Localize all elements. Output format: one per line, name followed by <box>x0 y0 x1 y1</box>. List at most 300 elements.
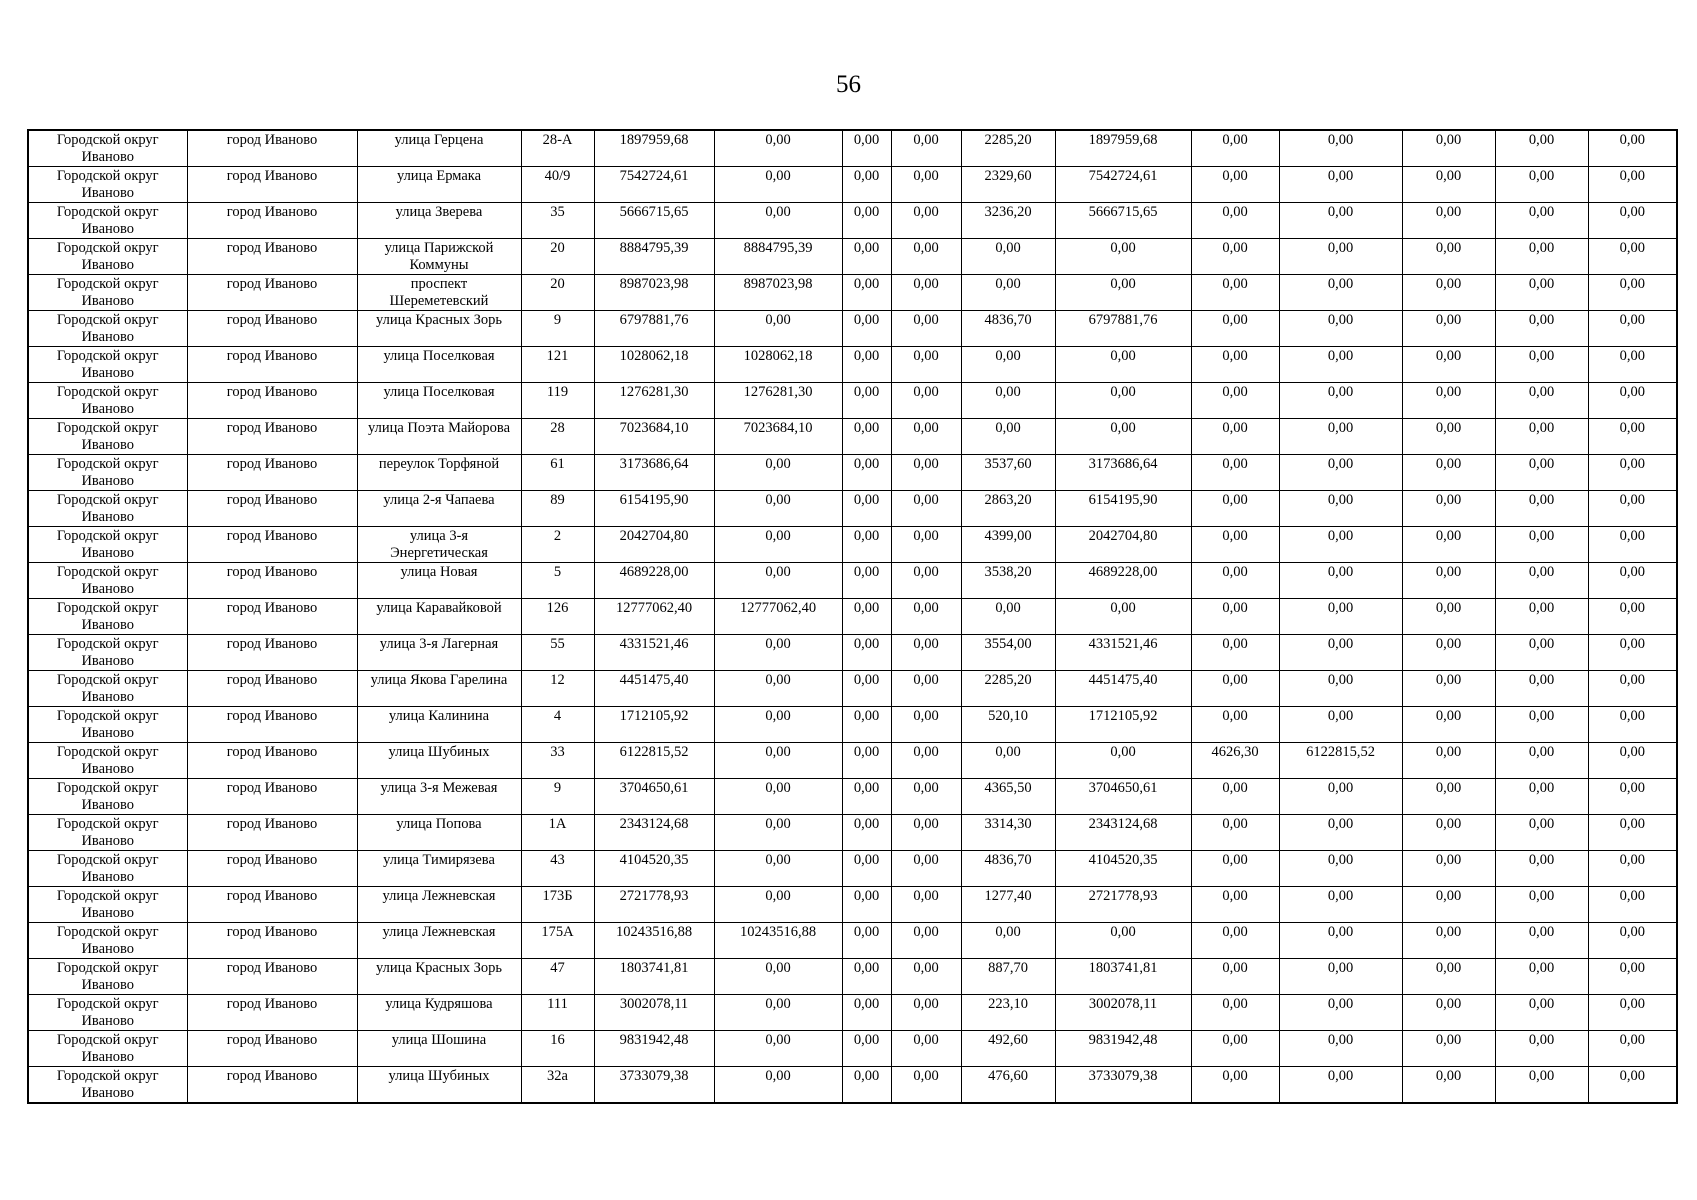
cell-area: 0,00 <box>961 275 1055 311</box>
cell-cost-c: 0,00 <box>891 851 961 887</box>
cell-municipality: Городской округ Иваново <box>28 419 187 455</box>
cell-cost-b: 0,00 <box>842 311 891 347</box>
cell-cost-a: 0,00 <box>714 167 842 203</box>
cell-municipality: Городской округ Иваново <box>28 563 187 599</box>
cell-area: 0,00 <box>961 743 1055 779</box>
cell-cost-a: 0,00 <box>714 635 842 671</box>
cell-area: 0,00 <box>961 347 1055 383</box>
cell-cost-d: 4331521,46 <box>1055 635 1191 671</box>
cell-cost-c: 0,00 <box>891 1031 961 1067</box>
cell-municipality: Городской округ Иваново <box>28 1031 187 1067</box>
cell-street: улица Шошина <box>357 1031 521 1067</box>
cell-cost-f: 0,00 <box>1402 563 1495 599</box>
cell-cost-a: 0,00 <box>714 311 842 347</box>
cell-cost-g: 0,00 <box>1495 419 1588 455</box>
cell-total-cost: 1803741,81 <box>594 959 714 995</box>
cell-municipality: Городской округ Иваново <box>28 1067 187 1104</box>
cell-settlement: город Иваново <box>187 527 357 563</box>
cell-cost-h: 0,00 <box>1588 311 1677 347</box>
cell-cost-b: 0,00 <box>842 167 891 203</box>
cell-cost-e: 0,00 <box>1279 995 1402 1031</box>
cell-municipality: Городской округ Иваново <box>28 635 187 671</box>
cell-cost-g: 0,00 <box>1495 959 1588 995</box>
table-row <box>28 311 1677 347</box>
cell-area-2: 0,00 <box>1191 455 1279 491</box>
cell-cost-d: 3173686,64 <box>1055 455 1191 491</box>
cell-area-2: 0,00 <box>1191 239 1279 275</box>
table-row <box>28 995 1677 1031</box>
cell-cost-g: 0,00 <box>1495 527 1588 563</box>
cell-cost-h: 0,00 <box>1588 851 1677 887</box>
cell-settlement: город Иваново <box>187 419 357 455</box>
cell-cost-c: 0,00 <box>891 167 961 203</box>
cell-municipality: Городской округ Иваново <box>28 671 187 707</box>
cell-area-2: 4626,30 <box>1191 743 1279 779</box>
cell-cost-d: 6797881,76 <box>1055 311 1191 347</box>
table-row <box>28 563 1677 599</box>
cell-cost-a: 0,00 <box>714 671 842 707</box>
cell-area: 4836,70 <box>961 311 1055 347</box>
cell-municipality: Городской округ Иваново <box>28 599 187 635</box>
cell-total-cost: 1276281,30 <box>594 383 714 419</box>
cell-settlement: город Иваново <box>187 563 357 599</box>
cell-house-number: 121 <box>521 347 594 383</box>
cell-municipality: Городской округ Иваново <box>28 959 187 995</box>
cell-cost-f: 0,00 <box>1402 203 1495 239</box>
cell-area-2: 0,00 <box>1191 203 1279 239</box>
cell-cost-h: 0,00 <box>1588 959 1677 995</box>
cell-total-cost: 8987023,98 <box>594 275 714 311</box>
cell-cost-d: 0,00 <box>1055 275 1191 311</box>
cell-cost-e: 0,00 <box>1279 491 1402 527</box>
cell-cost-h: 0,00 <box>1588 239 1677 275</box>
cell-area-2: 0,00 <box>1191 527 1279 563</box>
cell-area: 2285,20 <box>961 671 1055 707</box>
cell-cost-e: 0,00 <box>1279 527 1402 563</box>
cell-street: улица Герцена <box>357 130 521 167</box>
cell-cost-b: 0,00 <box>842 995 891 1031</box>
cell-cost-h: 0,00 <box>1588 130 1677 167</box>
cell-total-cost: 3704650,61 <box>594 779 714 815</box>
cell-municipality: Городской округ Иваново <box>28 203 187 239</box>
cell-cost-d: 9831942,48 <box>1055 1031 1191 1067</box>
cell-settlement: город Иваново <box>187 383 357 419</box>
cell-street: улица Поселковая <box>357 347 521 383</box>
cell-cost-e: 0,00 <box>1279 167 1402 203</box>
cell-cost-h: 0,00 <box>1588 815 1677 851</box>
cell-area-2: 0,00 <box>1191 635 1279 671</box>
cell-cost-f: 0,00 <box>1402 419 1495 455</box>
cell-cost-h: 0,00 <box>1588 923 1677 959</box>
cell-street: проспект Шереметевский <box>357 275 521 311</box>
cell-total-cost: 2343124,68 <box>594 815 714 851</box>
cell-cost-b: 0,00 <box>842 851 891 887</box>
cell-street: улица Попова <box>357 815 521 851</box>
cell-street: улица Тимирязева <box>357 851 521 887</box>
table-row <box>28 1031 1677 1067</box>
cell-cost-e: 0,00 <box>1279 455 1402 491</box>
cell-settlement: город Иваново <box>187 347 357 383</box>
cell-cost-g: 0,00 <box>1495 707 1588 743</box>
cell-area-2: 0,00 <box>1191 851 1279 887</box>
cell-house-number: 43 <box>521 851 594 887</box>
cell-settlement: город Иваново <box>187 311 357 347</box>
cell-municipality: Городской округ Иваново <box>28 347 187 383</box>
cell-cost-f: 0,00 <box>1402 923 1495 959</box>
cell-cost-f: 0,00 <box>1402 491 1495 527</box>
cell-street: переулок Торфяной <box>357 455 521 491</box>
cell-settlement: город Иваново <box>187 743 357 779</box>
cell-cost-e: 0,00 <box>1279 347 1402 383</box>
table-row <box>28 130 1677 167</box>
cell-cost-c: 0,00 <box>891 959 961 995</box>
table-row <box>28 239 1677 275</box>
cell-area: 3236,20 <box>961 203 1055 239</box>
cell-area-2: 0,00 <box>1191 671 1279 707</box>
cell-cost-e: 0,00 <box>1279 130 1402 167</box>
table-row <box>28 203 1677 239</box>
cell-total-cost: 4104520,35 <box>594 851 714 887</box>
cell-settlement: город Иваново <box>187 1031 357 1067</box>
table-row <box>28 419 1677 455</box>
cell-house-number: 175А <box>521 923 594 959</box>
cell-street: улица Красных Зорь <box>357 959 521 995</box>
cell-cost-g: 0,00 <box>1495 239 1588 275</box>
cell-cost-e: 0,00 <box>1279 635 1402 671</box>
cell-cost-g: 0,00 <box>1495 779 1588 815</box>
cell-cost-b: 0,00 <box>842 130 891 167</box>
cell-cost-c: 0,00 <box>891 419 961 455</box>
cell-total-cost: 10243516,88 <box>594 923 714 959</box>
cell-cost-a: 0,00 <box>714 130 842 167</box>
cell-cost-h: 0,00 <box>1588 275 1677 311</box>
cell-cost-c: 0,00 <box>891 347 961 383</box>
cell-street: улица 3-я Лагерная <box>357 635 521 671</box>
cell-cost-f: 0,00 <box>1402 671 1495 707</box>
cell-total-cost: 8884795,39 <box>594 239 714 275</box>
cell-cost-f: 0,00 <box>1402 887 1495 923</box>
cell-municipality: Городской округ Иваново <box>28 779 187 815</box>
cell-area-2: 0,00 <box>1191 1031 1279 1067</box>
cell-area-2: 0,00 <box>1191 563 1279 599</box>
cell-cost-a: 10243516,88 <box>714 923 842 959</box>
cell-cost-h: 0,00 <box>1588 743 1677 779</box>
cell-cost-e: 0,00 <box>1279 563 1402 599</box>
table-row <box>28 779 1677 815</box>
cell-area-2: 0,00 <box>1191 1067 1279 1104</box>
cell-cost-d: 0,00 <box>1055 239 1191 275</box>
cell-total-cost: 2042704,80 <box>594 527 714 563</box>
cell-house-number: 173Б <box>521 887 594 923</box>
cell-house-number: 4 <box>521 707 594 743</box>
cell-settlement: город Иваново <box>187 923 357 959</box>
cell-cost-c: 0,00 <box>891 815 961 851</box>
cell-area: 887,70 <box>961 959 1055 995</box>
cell-total-cost: 1897959,68 <box>594 130 714 167</box>
cell-total-cost: 4451475,40 <box>594 671 714 707</box>
cell-cost-g: 0,00 <box>1495 167 1588 203</box>
cell-cost-c: 0,00 <box>891 239 961 275</box>
cell-cost-b: 0,00 <box>842 203 891 239</box>
cell-cost-e: 0,00 <box>1279 239 1402 275</box>
cell-area: 0,00 <box>961 923 1055 959</box>
cell-cost-e: 0,00 <box>1279 275 1402 311</box>
cell-cost-c: 0,00 <box>891 599 961 635</box>
table-row <box>28 1067 1677 1104</box>
cell-cost-d: 2721778,93 <box>1055 887 1191 923</box>
cell-cost-h: 0,00 <box>1588 203 1677 239</box>
cell-total-cost: 9831942,48 <box>594 1031 714 1067</box>
table-row <box>28 851 1677 887</box>
cell-street: улица Парижской Коммуны <box>357 239 521 275</box>
cell-cost-e: 0,00 <box>1279 779 1402 815</box>
cell-total-cost: 5666715,65 <box>594 203 714 239</box>
cell-cost-g: 0,00 <box>1495 995 1588 1031</box>
cell-cost-a: 0,00 <box>714 887 842 923</box>
cell-house-number: 5 <box>521 563 594 599</box>
cell-cost-g: 0,00 <box>1495 923 1588 959</box>
cell-cost-h: 0,00 <box>1588 635 1677 671</box>
cell-settlement: город Иваново <box>187 707 357 743</box>
cell-street: улица Якова Гарелина <box>357 671 521 707</box>
cell-cost-b: 0,00 <box>842 707 891 743</box>
cell-settlement: город Иваново <box>187 203 357 239</box>
cell-cost-b: 0,00 <box>842 239 891 275</box>
cell-cost-a: 0,00 <box>714 563 842 599</box>
cell-cost-a: 0,00 <box>714 455 842 491</box>
cell-cost-d: 0,00 <box>1055 743 1191 779</box>
cell-area-2: 0,00 <box>1191 707 1279 743</box>
cell-cost-e: 0,00 <box>1279 311 1402 347</box>
cell-total-cost: 3173686,64 <box>594 455 714 491</box>
cell-area: 1277,40 <box>961 887 1055 923</box>
cell-settlement: город Иваново <box>187 779 357 815</box>
cell-cost-c: 0,00 <box>891 527 961 563</box>
cell-street: улица 2-я Чапаева <box>357 491 521 527</box>
cell-settlement: город Иваново <box>187 851 357 887</box>
cell-cost-h: 0,00 <box>1588 527 1677 563</box>
cell-area: 4399,00 <box>961 527 1055 563</box>
cell-area: 4365,50 <box>961 779 1055 815</box>
cell-cost-h: 0,00 <box>1588 491 1677 527</box>
cell-area-2: 0,00 <box>1191 419 1279 455</box>
cell-municipality: Городской округ Иваново <box>28 311 187 347</box>
cell-street: улица Шубиных <box>357 1067 521 1104</box>
cell-cost-b: 0,00 <box>842 671 891 707</box>
cell-cost-b: 0,00 <box>842 563 891 599</box>
cell-total-cost: 3733079,38 <box>594 1067 714 1104</box>
cell-total-cost: 7542724,61 <box>594 167 714 203</box>
cell-cost-d: 6154195,90 <box>1055 491 1191 527</box>
cell-area: 2329,60 <box>961 167 1055 203</box>
cell-area: 476,60 <box>961 1067 1055 1104</box>
cell-house-number: 33 <box>521 743 594 779</box>
cell-settlement: город Иваново <box>187 995 357 1031</box>
cell-cost-b: 0,00 <box>842 743 891 779</box>
cell-cost-e: 0,00 <box>1279 923 1402 959</box>
cell-cost-a: 0,00 <box>714 815 842 851</box>
cell-cost-h: 0,00 <box>1588 563 1677 599</box>
cell-cost-c: 0,00 <box>891 779 961 815</box>
cell-cost-h: 0,00 <box>1588 995 1677 1031</box>
cell-cost-c: 0,00 <box>891 275 961 311</box>
cell-area-2: 0,00 <box>1191 347 1279 383</box>
table-row <box>28 383 1677 419</box>
cell-cost-f: 0,00 <box>1402 130 1495 167</box>
cell-cost-d: 3002078,11 <box>1055 995 1191 1031</box>
cell-cost-d: 7542724,61 <box>1055 167 1191 203</box>
cell-cost-c: 0,00 <box>891 671 961 707</box>
cell-settlement: город Иваново <box>187 455 357 491</box>
cell-cost-c: 0,00 <box>891 455 961 491</box>
cell-municipality: Городской округ Иваново <box>28 815 187 851</box>
cell-house-number: 1А <box>521 815 594 851</box>
cell-house-number: 126 <box>521 599 594 635</box>
cell-area-2: 0,00 <box>1191 130 1279 167</box>
cell-street: улица Поселковая <box>357 383 521 419</box>
cell-cost-f: 0,00 <box>1402 347 1495 383</box>
cell-total-cost: 7023684,10 <box>594 419 714 455</box>
cell-area: 3538,20 <box>961 563 1055 599</box>
cell-cost-b: 0,00 <box>842 599 891 635</box>
cell-total-cost: 1712105,92 <box>594 707 714 743</box>
cell-cost-d: 3704650,61 <box>1055 779 1191 815</box>
cell-street: улица 3-я Энергетическая <box>357 527 521 563</box>
cell-area-2: 0,00 <box>1191 959 1279 995</box>
cell-cost-g: 0,00 <box>1495 1031 1588 1067</box>
cell-cost-e: 0,00 <box>1279 419 1402 455</box>
cell-cost-b: 0,00 <box>842 959 891 995</box>
cell-cost-h: 0,00 <box>1588 347 1677 383</box>
housing-register-table <box>27 129 1678 1104</box>
cell-total-cost: 12777062,40 <box>594 599 714 635</box>
cell-cost-d: 2042704,80 <box>1055 527 1191 563</box>
cell-cost-d: 4104520,35 <box>1055 851 1191 887</box>
cell-cost-b: 0,00 <box>842 275 891 311</box>
table-row <box>28 923 1677 959</box>
cell-cost-d: 0,00 <box>1055 347 1191 383</box>
cell-area: 520,10 <box>961 707 1055 743</box>
cell-cost-e: 0,00 <box>1279 851 1402 887</box>
cell-area-2: 0,00 <box>1191 491 1279 527</box>
cell-cost-a: 0,00 <box>714 959 842 995</box>
cell-settlement: город Иваново <box>187 815 357 851</box>
cell-cost-f: 0,00 <box>1402 995 1495 1031</box>
cell-cost-a: 0,00 <box>714 779 842 815</box>
cell-cost-g: 0,00 <box>1495 311 1588 347</box>
table-body <box>28 130 1677 1103</box>
cell-cost-e: 0,00 <box>1279 815 1402 851</box>
cell-cost-c: 0,00 <box>891 995 961 1031</box>
cell-municipality: Городской округ Иваново <box>28 923 187 959</box>
cell-cost-c: 0,00 <box>891 635 961 671</box>
cell-total-cost: 3002078,11 <box>594 995 714 1031</box>
cell-area: 223,10 <box>961 995 1055 1031</box>
cell-street: улица Кудряшова <box>357 995 521 1031</box>
cell-street: улица Ермака <box>357 167 521 203</box>
cell-total-cost: 2721778,93 <box>594 887 714 923</box>
cell-cost-g: 0,00 <box>1495 743 1588 779</box>
cell-house-number: 111 <box>521 995 594 1031</box>
cell-street: улица Каравайковой <box>357 599 521 635</box>
cell-municipality: Городской округ Иваново <box>28 707 187 743</box>
cell-cost-a: 1028062,18 <box>714 347 842 383</box>
cell-cost-c: 0,00 <box>891 130 961 167</box>
table-row <box>28 491 1677 527</box>
cell-municipality: Городской округ Иваново <box>28 455 187 491</box>
cell-house-number: 28 <box>521 419 594 455</box>
cell-cost-e: 0,00 <box>1279 203 1402 239</box>
cell-cost-b: 0,00 <box>842 347 891 383</box>
cell-total-cost: 4331521,46 <box>594 635 714 671</box>
cell-cost-c: 0,00 <box>891 383 961 419</box>
cell-cost-f: 0,00 <box>1402 815 1495 851</box>
cell-cost-a: 12777062,40 <box>714 599 842 635</box>
cell-area-2: 0,00 <box>1191 599 1279 635</box>
cell-area-2: 0,00 <box>1191 887 1279 923</box>
cell-cost-g: 0,00 <box>1495 491 1588 527</box>
cell-cost-f: 0,00 <box>1402 527 1495 563</box>
table-row <box>28 599 1677 635</box>
cell-area-2: 0,00 <box>1191 311 1279 347</box>
table-row <box>28 707 1677 743</box>
cell-cost-e: 6122815,52 <box>1279 743 1402 779</box>
cell-area-2: 0,00 <box>1191 923 1279 959</box>
cell-settlement: город Иваново <box>187 491 357 527</box>
cell-total-cost: 1028062,18 <box>594 347 714 383</box>
cell-municipality: Городской округ Иваново <box>28 239 187 275</box>
cell-house-number: 89 <box>521 491 594 527</box>
cell-area: 4836,70 <box>961 851 1055 887</box>
cell-settlement: город Иваново <box>187 959 357 995</box>
cell-cost-f: 0,00 <box>1402 167 1495 203</box>
cell-cost-a: 0,00 <box>714 203 842 239</box>
cell-street: улица Калинина <box>357 707 521 743</box>
cell-cost-d: 1712105,92 <box>1055 707 1191 743</box>
cell-cost-a: 0,00 <box>714 491 842 527</box>
cell-cost-a: 0,00 <box>714 851 842 887</box>
cell-cost-d: 2343124,68 <box>1055 815 1191 851</box>
cell-house-number: 28-А <box>521 130 594 167</box>
cell-settlement: город Иваново <box>187 599 357 635</box>
cell-cost-f: 0,00 <box>1402 1067 1495 1104</box>
cell-house-number: 32а <box>521 1067 594 1104</box>
cell-cost-a: 8987023,98 <box>714 275 842 311</box>
page-number: 56 <box>836 71 861 98</box>
cell-house-number: 20 <box>521 239 594 275</box>
cell-cost-a: 0,00 <box>714 527 842 563</box>
cell-street: улица Красных Зорь <box>357 311 521 347</box>
cell-cost-c: 0,00 <box>891 743 961 779</box>
cell-cost-f: 0,00 <box>1402 707 1495 743</box>
cell-area: 0,00 <box>961 383 1055 419</box>
cell-cost-b: 0,00 <box>842 419 891 455</box>
cell-cost-g: 0,00 <box>1495 203 1588 239</box>
cell-cost-h: 0,00 <box>1588 887 1677 923</box>
cell-cost-d: 3733079,38 <box>1055 1067 1191 1104</box>
cell-cost-e: 0,00 <box>1279 599 1402 635</box>
cell-area: 2285,20 <box>961 130 1055 167</box>
cell-cost-e: 0,00 <box>1279 671 1402 707</box>
cell-cost-h: 0,00 <box>1588 779 1677 815</box>
cell-settlement: город Иваново <box>187 130 357 167</box>
cell-cost-b: 0,00 <box>842 887 891 923</box>
cell-house-number: 47 <box>521 959 594 995</box>
cell-cost-c: 0,00 <box>891 311 961 347</box>
cell-cost-a: 0,00 <box>714 995 842 1031</box>
cell-cost-b: 0,00 <box>842 455 891 491</box>
cell-cost-g: 0,00 <box>1495 275 1588 311</box>
